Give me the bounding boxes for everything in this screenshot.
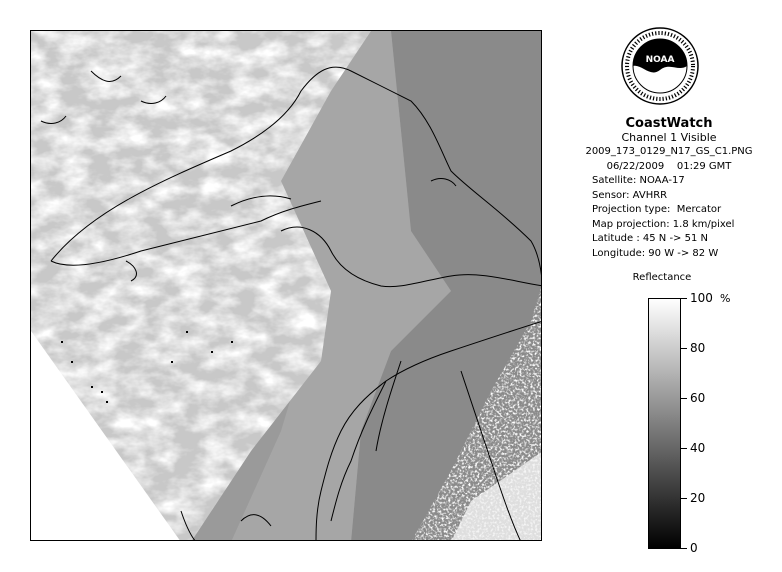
longitude-label: Longitude: 90 W -> 82 W [592, 247, 719, 259]
map-image [31, 31, 542, 541]
legend-tick-label: 0 [690, 541, 698, 555]
map-projection-label: Map projection: 1.8 km/pixel [592, 218, 735, 230]
sensor-label: Sensor: AVHRR [592, 189, 668, 201]
legend-title: Reflectance [632, 272, 692, 283]
reflectance-colorbar [648, 298, 681, 549]
legend-tick-label: 60 [690, 391, 706, 405]
logo-text: NOAA [645, 55, 675, 65]
latitude-label: Latitude : 45 N -> 51 N [592, 233, 708, 244]
noaa-logo-icon [620, 18, 700, 114]
filename-label: 2009_173_0129_N17_GS_C1.PNG [585, 146, 753, 157]
legend-tick-label: 20 [690, 491, 706, 505]
channel-label: Channel 1 Visible [621, 131, 717, 144]
legend-tick-mark [681, 298, 687, 299]
metadata-panel [564, 116, 774, 261]
satellite-label: Satellite: NOAA-17 [592, 175, 685, 186]
legend-tick-label: 80 [690, 341, 706, 355]
app-title: CoastWatch [625, 116, 713, 131]
legend-tick-mark [681, 498, 687, 499]
legend-unit: % [720, 292, 731, 305]
noaa-logo [620, 18, 700, 114]
datetime-label: 06/22/2009 01:29 GMT [606, 160, 732, 172]
legend-tick-mark [681, 348, 687, 349]
projection-type-label: Projection type: Mercator [592, 204, 722, 215]
legend-tick-mark [681, 548, 687, 549]
legend-tick-label: 100 [690, 291, 713, 305]
satellite-map [30, 30, 542, 541]
legend-tick-mark [681, 398, 687, 399]
legend-tick-mark [681, 448, 687, 449]
legend-tick-label: 40 [690, 441, 706, 455]
